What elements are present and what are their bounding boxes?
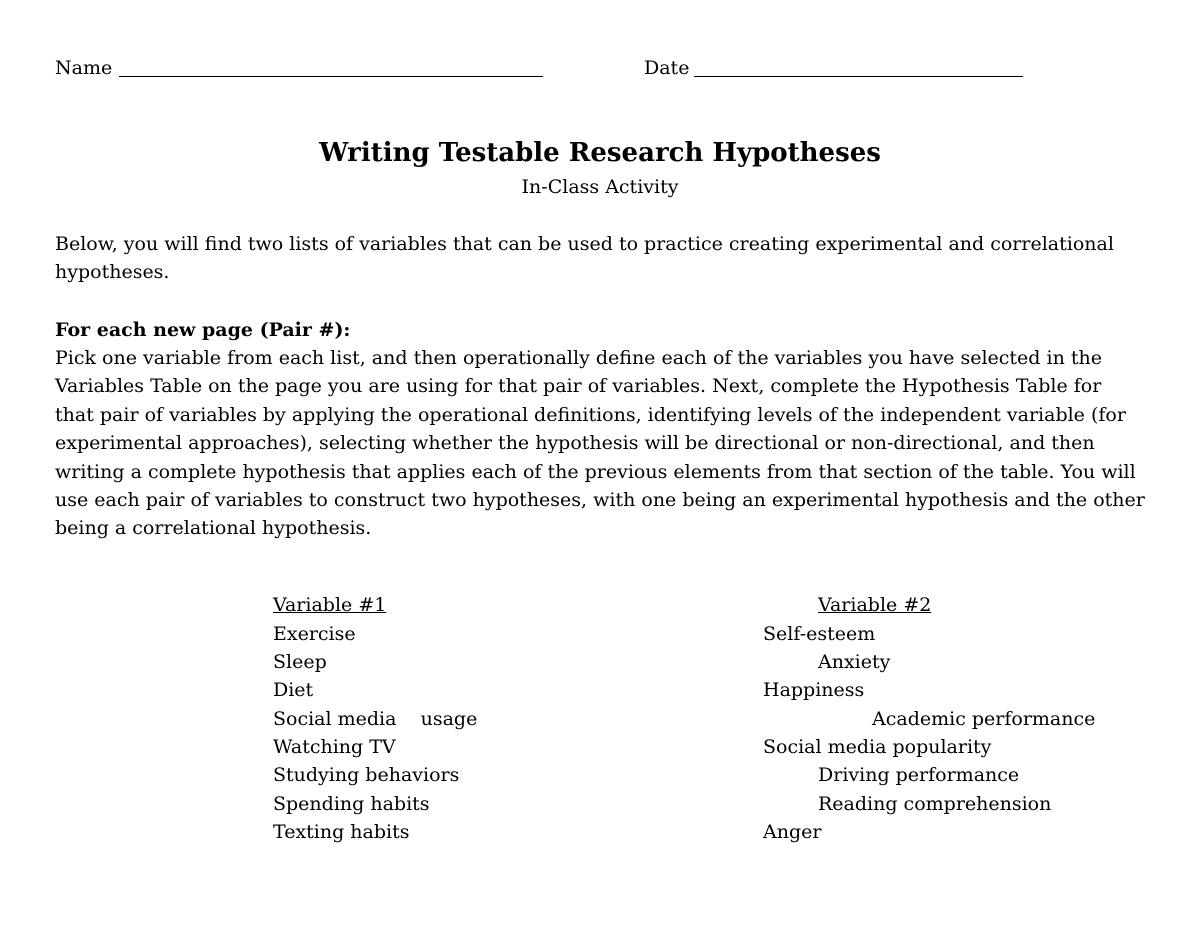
list-item: Self-esteem [763, 623, 876, 645]
list-item: Studying behaviors [273, 764, 460, 786]
name-label: Name [55, 57, 113, 79]
intro-paragraph: Below, you will find two lists of variables that can be used to practice creating experimental and correlational hypotheses. [55, 233, 1114, 284]
page-subtitle: In-Class Activity [521, 176, 679, 198]
list-item: Social media popularity [763, 736, 992, 758]
variable-2-header: Variable #2 [818, 594, 932, 616]
date-label: Date [644, 57, 690, 79]
list-item: Anxiety [818, 651, 891, 673]
list-item: Texting habits [273, 821, 410, 843]
list-item: Watching TV [273, 736, 396, 758]
list-item: Social media usage [273, 708, 478, 730]
name-field[interactable] [119, 76, 543, 77]
list-item: Spending habits [273, 793, 430, 815]
list-item: Reading comprehension [818, 793, 1052, 815]
list-item: Sleep [273, 651, 327, 673]
list-item: Exercise [273, 623, 356, 645]
list-item: Anger [763, 821, 822, 843]
list-item: Happiness [763, 679, 865, 701]
list-item: Diet [273, 679, 314, 701]
list-item: Driving performance [818, 764, 1020, 786]
list-item: Academic performance [872, 708, 1096, 730]
instructions-body: Pick one variable from each list, and then operationally define each of the variables you have selected in the Variables Table on the page you are using for that pair of variables. Next, complete the Hypothesis Table for that pair of variables by applying the operational definitions, identifying levels of the independent variable (for experimental approaches), selecting whether the hypothesis will be directional or non-directional, and then writing a complete hypothesis that applies each of the previous elements from that section of the table. You will use each pair of variables to construct two hypotheses, with one being an experimental hypothesis and the other being a correlational hypothesis. [55, 347, 1145, 540]
variable-1-header: Variable #1 [273, 594, 387, 616]
page-title: Writing Testable Research Hypotheses [319, 138, 881, 168]
instructions-heading: For each new page (Pair #): [55, 319, 351, 341]
date-field[interactable] [694, 76, 1023, 77]
